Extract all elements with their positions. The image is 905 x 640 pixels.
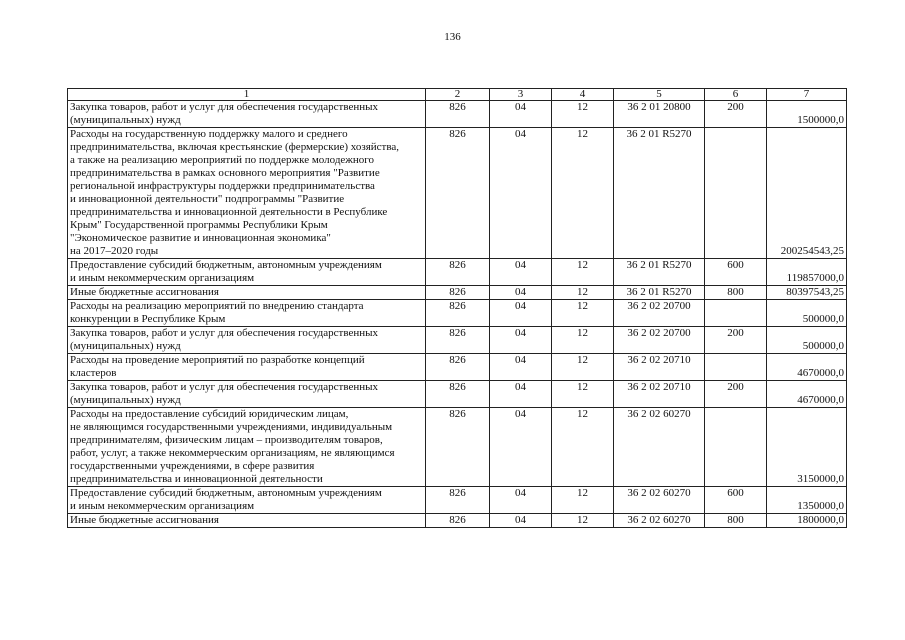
expense-name-cell bbox=[68, 128, 426, 259]
target-article-cell: 36 2 01 R5270 bbox=[614, 259, 705, 286]
expense-name-cell bbox=[68, 381, 426, 408]
ministry-code-cell: 826 bbox=[426, 101, 490, 128]
target-article-cell: 36 2 02 60270 bbox=[614, 487, 705, 514]
header-cell: 1 bbox=[68, 89, 426, 101]
table-row bbox=[68, 259, 847, 286]
ministry-code-cell: 826 bbox=[426, 354, 490, 381]
expense-name-cell bbox=[68, 300, 426, 327]
header-cell: 4 bbox=[552, 89, 614, 101]
expense-name-line: Предоставление субсидий бюджетным, автономным учреждениям bbox=[70, 259, 382, 271]
expense-name-line: Закупка товаров, работ и услуг для обеспечения государственных bbox=[70, 101, 379, 113]
target-article-cell: 36 2 02 60270 bbox=[614, 514, 705, 528]
subsection-code-cell: 12 bbox=[552, 354, 614, 381]
header-cell: 7 bbox=[767, 89, 847, 101]
target-article-cell: 36 2 01 20800 bbox=[614, 101, 705, 128]
ministry-code-cell: 826 bbox=[426, 286, 490, 300]
expense-type-cell bbox=[705, 128, 767, 259]
ministry-code-cell: 826 bbox=[426, 300, 490, 327]
table-row bbox=[68, 327, 847, 354]
ministry-code-cell: 826 bbox=[426, 381, 490, 408]
target-article-cell: 36 2 02 20700 bbox=[614, 327, 705, 354]
amount-cell: 1350000,0 bbox=[767, 487, 847, 514]
expense-name-line: Предоставление субсидий бюджетным, автономным учреждениям bbox=[70, 487, 382, 499]
expense-name-line: Иные бюджетные ассигнования bbox=[70, 514, 219, 526]
expense-type-cell: 800 bbox=[705, 514, 767, 528]
target-article-cell: 36 2 02 20710 bbox=[614, 354, 705, 381]
header-cell: 5 bbox=[614, 89, 705, 101]
expense-name-line: не являющимся государственными учреждениями, индивидуальным bbox=[70, 421, 393, 433]
expense-name-cell bbox=[68, 327, 426, 354]
subsection-code-cell: 12 bbox=[552, 259, 614, 286]
expense-name-line: "Экономическое развитие и инновационная экономика" bbox=[70, 232, 331, 244]
target-article-cell: 36 2 02 20700 bbox=[614, 300, 705, 327]
expense-name-line: Крым" Государственной программы Республики Крым bbox=[70, 219, 328, 231]
table-row bbox=[68, 286, 847, 300]
expense-name-line: конкуренции в Республике Крым bbox=[70, 313, 226, 325]
target-article-cell: 36 2 02 60270 bbox=[614, 408, 705, 487]
ministry-code-cell: 826 bbox=[426, 408, 490, 487]
amount-cell: 80397543,25 bbox=[767, 286, 847, 300]
expense-name-line: (муниципальных) нужд bbox=[70, 114, 181, 126]
expense-type-cell: 800 bbox=[705, 286, 767, 300]
subsection-code-cell: 12 bbox=[552, 300, 614, 327]
expense-type-cell: 200 bbox=[705, 327, 767, 354]
section-code-cell: 04 bbox=[490, 286, 552, 300]
section-code-cell: 04 bbox=[490, 101, 552, 128]
expense-name-line: и иным некоммерческим организациям bbox=[70, 500, 255, 512]
expense-name-line: (муниципальных) нужд bbox=[70, 394, 181, 406]
subsection-code-cell: 12 bbox=[552, 286, 614, 300]
expense-name-line: и инновационной деятельности" подпрограммы "Развитие bbox=[70, 193, 345, 205]
table-row bbox=[68, 408, 847, 487]
ministry-code-cell: 826 bbox=[426, 128, 490, 259]
expense-type-cell: 200 bbox=[705, 101, 767, 128]
amount-cell: 500000,0 bbox=[767, 327, 847, 354]
expense-type-cell: 600 bbox=[705, 259, 767, 286]
amount-cell: 4670000,0 bbox=[767, 354, 847, 381]
table-row bbox=[68, 101, 847, 128]
expense-name-line: работ, услуг, а также некоммерческим организациям, не являющимся bbox=[70, 447, 395, 459]
expense-name-line: предпринимательства в рамках основного мероприятия "Развитие bbox=[70, 167, 380, 179]
section-code-cell: 04 bbox=[490, 259, 552, 286]
section-code-cell: 04 bbox=[490, 381, 552, 408]
ministry-code-cell: 826 bbox=[426, 327, 490, 354]
ministry-code-cell: 826 bbox=[426, 487, 490, 514]
subsection-code-cell: 12 bbox=[552, 128, 614, 259]
expense-name-cell bbox=[68, 408, 426, 487]
section-code-cell: 04 bbox=[490, 300, 552, 327]
expense-name-line: Расходы на проведение мероприятий по разработке концепций bbox=[70, 354, 365, 366]
amount-cell: 1500000,0 bbox=[767, 101, 847, 128]
ministry-code-cell: 826 bbox=[426, 259, 490, 286]
expense-type-cell bbox=[705, 354, 767, 381]
table-row bbox=[68, 381, 847, 408]
amount-cell: 3150000,0 bbox=[767, 408, 847, 487]
amount-cell: 500000,0 bbox=[767, 300, 847, 327]
subsection-code-cell: 12 bbox=[552, 408, 614, 487]
table-row bbox=[68, 487, 847, 514]
expense-name-cell bbox=[68, 259, 426, 286]
budget-table bbox=[67, 88, 847, 528]
header-cell: 2 bbox=[426, 89, 490, 101]
expense-name-line: Расходы на государственную поддержку малого и среднего bbox=[70, 128, 348, 140]
subsection-code-cell: 12 bbox=[552, 101, 614, 128]
expense-name-cell bbox=[68, 354, 426, 381]
expense-name-cell bbox=[68, 514, 426, 528]
expense-name-line: государственными учреждениями, в сфере развития bbox=[70, 460, 315, 472]
expense-name-cell bbox=[68, 101, 426, 128]
table-header-row bbox=[68, 89, 847, 101]
expense-name-line: предпринимательства, включая крестьянские (фермерские) хозяйства, bbox=[70, 141, 400, 153]
expense-name-line: а также на реализацию мероприятий по поддержке молодежного bbox=[70, 154, 375, 166]
table-row bbox=[68, 128, 847, 259]
expense-name-line: Расходы на предоставление субсидий юридическим лицам, bbox=[70, 408, 349, 420]
expense-name-line: Закупка товаров, работ и услуг для обеспечения государственных bbox=[70, 381, 379, 393]
section-code-cell: 04 bbox=[490, 128, 552, 259]
amount-cell: 1800000,0 bbox=[767, 514, 847, 528]
target-article-cell: 36 2 01 R5270 bbox=[614, 286, 705, 300]
expense-name-cell bbox=[68, 286, 426, 300]
expense-name-line: Расходы на реализацию мероприятий по внедрению стандарта bbox=[70, 300, 364, 312]
table-row bbox=[68, 300, 847, 327]
expense-name-line: предпринимательства и инновационной деятельности в Республике bbox=[70, 206, 388, 218]
table-row bbox=[68, 514, 847, 528]
header-cell: 6 bbox=[705, 89, 767, 101]
expense-name-line: и иным некоммерческим организациям bbox=[70, 272, 255, 284]
ministry-code-cell: 826 bbox=[426, 514, 490, 528]
expense-type-cell: 600 bbox=[705, 487, 767, 514]
header-cell: 3 bbox=[490, 89, 552, 101]
expense-type-cell: 200 bbox=[705, 381, 767, 408]
section-code-cell: 04 bbox=[490, 408, 552, 487]
section-code-cell: 04 bbox=[490, 354, 552, 381]
section-code-cell: 04 bbox=[490, 327, 552, 354]
expense-name-line: предпринимателям, физическим лицам – производителям товаров, bbox=[70, 434, 383, 446]
expense-name-cell bbox=[68, 487, 426, 514]
expense-type-cell bbox=[705, 300, 767, 327]
amount-cell: 4670000,0 bbox=[767, 381, 847, 408]
subsection-code-cell: 12 bbox=[552, 487, 614, 514]
page-number: 136 bbox=[444, 31, 461, 43]
section-code-cell: 04 bbox=[490, 514, 552, 528]
expense-name-line: региональной инфраструктуры поддержки предпринимательства bbox=[70, 180, 375, 192]
section-code-cell: 04 bbox=[490, 487, 552, 514]
expense-name-line: (муниципальных) нужд bbox=[70, 340, 181, 352]
subsection-code-cell: 12 bbox=[552, 514, 614, 528]
target-article-cell: 36 2 02 20710 bbox=[614, 381, 705, 408]
expense-name-line: Закупка товаров, работ и услуг для обеспечения государственных bbox=[70, 327, 379, 339]
subsection-code-cell: 12 bbox=[552, 381, 614, 408]
amount-cell: 119857000,0 bbox=[767, 259, 847, 286]
amount-cell: 200254543,25 bbox=[767, 128, 847, 259]
expense-name-line: на 2017–2020 годы bbox=[70, 245, 159, 257]
expense-name-line: кластеров bbox=[70, 367, 117, 379]
target-article-cell: 36 2 01 R5270 bbox=[614, 128, 705, 259]
expense-name-line: Иные бюджетные ассигнования bbox=[70, 286, 219, 298]
table-row bbox=[68, 354, 847, 381]
subsection-code-cell: 12 bbox=[552, 327, 614, 354]
expense-name-line: предпринимательства и инновационной деятельности bbox=[70, 473, 323, 485]
expense-type-cell bbox=[705, 408, 767, 487]
